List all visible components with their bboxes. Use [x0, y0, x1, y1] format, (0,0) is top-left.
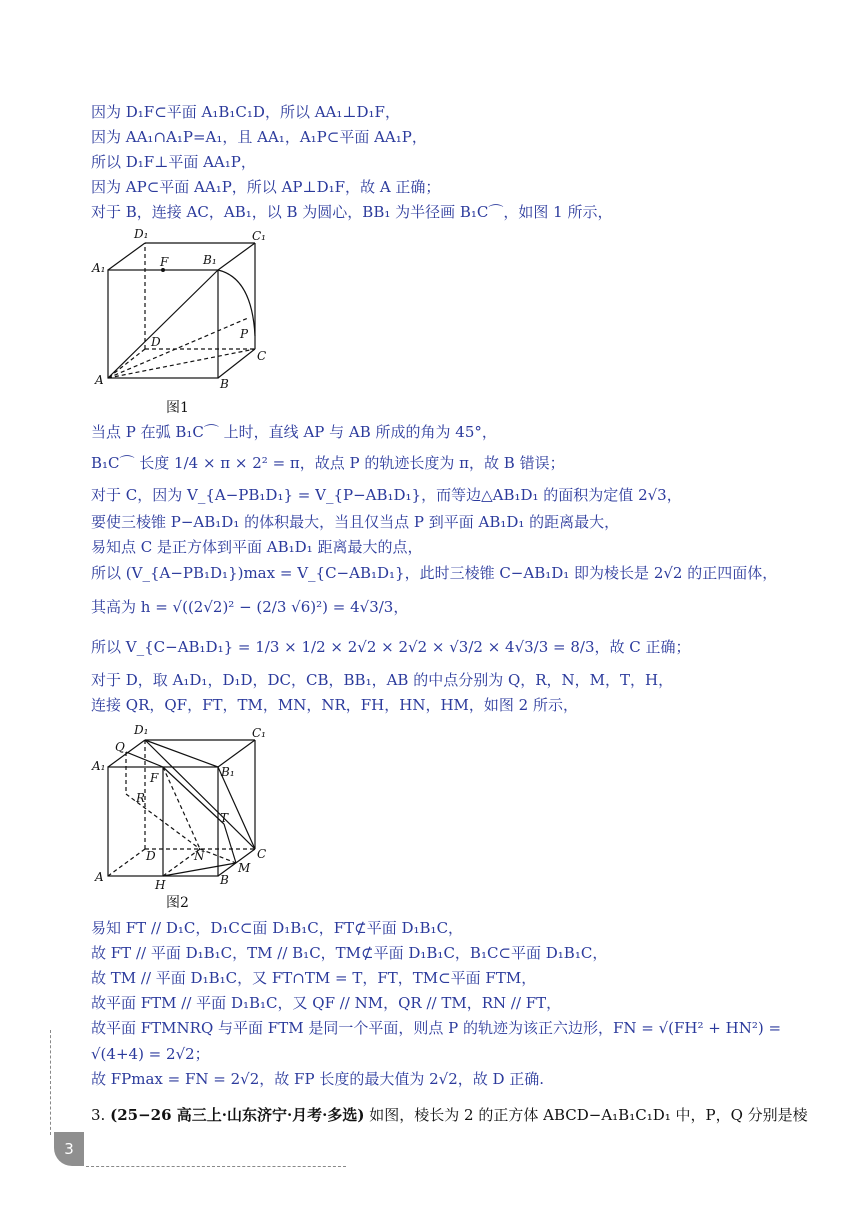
- solution-line: 故平面 FTM // 平面 D₁B₁C，又 QF // NM，QR // TM，RN // FT，: [91, 994, 562, 1012]
- solution-line: 所以 (V_{A−PB₁D₁})max = V_{C−AB₁D₁}，此时三棱锥 C−AB₁D₁ 即为棱长是 2√2 的正四面体，: [91, 564, 778, 582]
- problem-3: [91, 1104, 808, 1125]
- solution-line: 因为 AA₁∩A₁P=A₁，且 AA₁，A₁P⊂平面 AA₁P，: [91, 128, 427, 146]
- solution-line: 其高为 h = √((2√2)² − (2/3 √6)²) = 4√3/3，: [91, 598, 409, 616]
- problem-text: 如图，棱长为 2 的正方体 ABCD−A₁B₁C₁D₁ 中，P，Q 分别是棱: [369, 1106, 808, 1124]
- label-a: A: [95, 870, 104, 884]
- label-t: T: [220, 811, 229, 825]
- solution-line: 易知 FT // D₁C，D₁C⊂面 D₁B₁C，FT⊄平面 D₁B₁C，: [91, 919, 464, 937]
- label-f: F: [160, 255, 169, 269]
- label-r: R: [136, 791, 146, 805]
- solution-line: B₁C⌒ 长度 1/4 × π × 2² = π，故点 P 的轨迹长度为 π，故 B 错误；: [91, 454, 565, 472]
- label-d1: D₁: [134, 227, 149, 241]
- solution-line: 对于 D，取 A₁D₁，D₁D，DC，CB，BB₁，AB 的中点分别为 Q，R，N，M，T，H，: [91, 671, 674, 689]
- solution-line: 所以 V_{C−AB₁D₁} = 1/3 × 1/2 × 2√2 × 2√2 × √3/2 × 4√3/3 = 8/3，故 C 正确；: [91, 638, 691, 656]
- label-a1: A₁: [92, 759, 106, 773]
- solution-line: 所以 D₁F⊥平面 AA₁P，: [91, 153, 256, 171]
- label-b: B: [220, 873, 229, 887]
- problem-tag: (25−26 高三上·山东济宁·月考·多选): [110, 1106, 365, 1124]
- solution-line: 因为 AP⊂平面 AA₁P，所以 AP⊥D₁F，故 A 正确；: [91, 178, 441, 196]
- label-h: H: [155, 878, 166, 892]
- label-b1: B₁: [221, 765, 235, 779]
- label-c1: C₁: [252, 726, 266, 740]
- solution-line: 要使三棱锥 P−AB₁D₁ 的体积最大，当且仅当点 P 到平面 AB₁D₁ 的距离最大，: [91, 513, 620, 531]
- label-d: D: [146, 849, 156, 863]
- solution-line: √(4+4) = 2√2；: [91, 1045, 210, 1063]
- solution-line: 当点 P 在弧 B₁C⌒ 上时，直线 AP 与 AB 所成的角为 45°，: [91, 423, 497, 441]
- label-b: B: [220, 377, 229, 391]
- label-q: Q: [115, 740, 125, 754]
- problem-number: 3.: [91, 1106, 106, 1124]
- footer-dashed-line: [86, 1166, 346, 1167]
- margin-dashed-line: [50, 1030, 51, 1135]
- solution-line: 连接 QR，QF，FT，TM，MN，NR，FH，HN，HM，如图 2 所示，: [91, 696, 578, 714]
- label-d1: D₁: [134, 723, 149, 737]
- solution-line: 故 FT // 平面 D₁B₁C，TM // B₁C，TM⊄平面 D₁B₁C，B₁C⊂平面 D₁B₁C，: [91, 944, 608, 962]
- page-number-tab: 3: [54, 1132, 84, 1166]
- label-b1: B₁: [203, 253, 217, 267]
- label-p: P: [240, 327, 249, 341]
- label-a1: A₁: [92, 261, 106, 275]
- figure-1-caption: 图1: [166, 400, 189, 416]
- figure-2: [90, 722, 280, 911]
- label-c1: C₁: [252, 229, 266, 243]
- label-d: D: [151, 335, 161, 349]
- figure-1: [90, 226, 280, 416]
- label-c: C: [257, 349, 267, 363]
- label-m: M: [238, 861, 251, 875]
- solution-line: 故平面 FTMNRQ 与平面 FTM 是同一个平面，则点 P 的轨迹为该正六边形，FN = √(FH² + HN²) =: [91, 1019, 782, 1037]
- solution-line: 对于 B，连接 AC，AB₁，以 B 为圆心，BB₁ 为半径画 B₁C⌒，如图 1 所示，: [91, 203, 613, 221]
- label-a: A: [95, 373, 104, 387]
- label-c: C: [257, 847, 267, 861]
- figure-2-caption: 图2: [166, 895, 189, 911]
- solution-line: 因为 D₁F⊂平面 A₁B₁C₁D，所以 AA₁⊥D₁F，: [91, 103, 400, 121]
- solution-line: 故 TM // 平面 D₁B₁C，又 FT∩TM = T，FT，TM⊂平面 FTM，: [91, 969, 537, 987]
- solution-line: 易知点 C 是正方体到平面 AB₁D₁ 距离最大的点，: [91, 538, 423, 556]
- solution-line: 对于 C，因为 V_{A−PB₁D₁} = V_{P−AB₁D₁}，而等边△AB₁D₁ 的面积为定值 2√3，: [91, 486, 682, 504]
- solution-line: 故 FPmax = FN = 2√2，故 FP 长度的最大值为 2√2，故 D 正确.: [91, 1070, 545, 1088]
- label-n: N: [194, 849, 205, 863]
- label-f: F: [150, 771, 159, 785]
